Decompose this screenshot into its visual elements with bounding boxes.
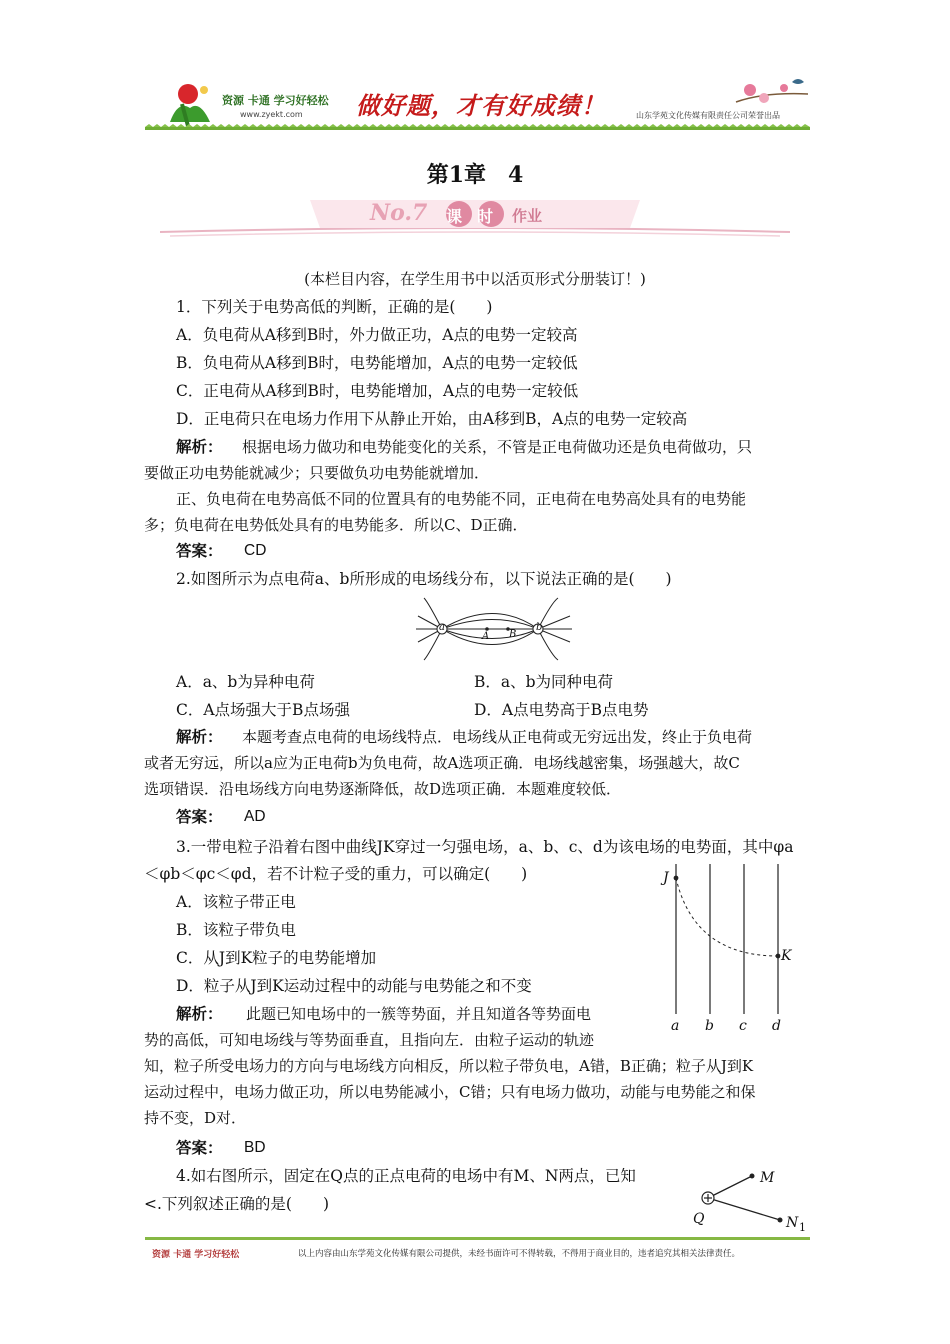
q4-fig-label-M: M — [760, 1170, 775, 1186]
q3-fig-label-K: K — [781, 948, 792, 964]
q3-equipotential-figure — [664, 862, 794, 1022]
q3-fig-label-b: b — [705, 1018, 714, 1034]
q4-fig-label-N: N — [786, 1215, 799, 1231]
footer-copyright: 以上内容由山东学苑文化传媒有限公司提供，未经书面许可不得转载，不得用于商业目的，违者追究其相关法律责任。 — [298, 1249, 741, 1259]
q2-field-lines-figure — [414, 596, 574, 662]
grass-divider — [145, 124, 810, 132]
q3-fig-label-J: J — [663, 870, 669, 886]
q1-stem: 1．下列关于电势高低的判断，正确的是( ) — [176, 298, 493, 316]
q3-stem-2: ＜φb＜φc＜φd，若不计粒子受的重力，可以确定( ) — [144, 865, 528, 883]
q3-analysis-label: 解析： — [176, 1004, 223, 1023]
brand-text: 资源 卡通 学习好轻松 — [222, 94, 329, 107]
q2-analysis-label: 解析： — [176, 727, 223, 746]
q1-analysis-label: 解析： — [176, 437, 223, 456]
q2-analysis-1: 本题考查点电荷的电场线特点．电场线从正电荷或无穷远出发，终止于负电荷 — [242, 728, 753, 746]
q3-answer-label: 答案： — [176, 1138, 223, 1157]
q4-fig-label-Q: Q — [693, 1211, 705, 1227]
q2-fig-label-b: b — [536, 622, 543, 633]
q1-option-d: D．正电荷只在电场力作用下从静止开始，由A移到B，A点的电势一定较高 — [176, 410, 688, 428]
q3-option-c: C．从J到K粒子的电势能增加 — [176, 949, 377, 967]
q4-stem-2: <.下列叙述正确的是( ) — [144, 1195, 330, 1213]
q2-analysis-3: 选项错误．沿电场线方向电势逐渐降低，故D选项正确．本题难度较低． — [144, 780, 622, 798]
q2-option-b: B．a、b为同种电荷 — [474, 673, 614, 691]
q2-option-a: A．a、b为异种电荷 — [176, 673, 315, 691]
q2-option-c: C．A点场强大于B点场强 — [176, 701, 350, 719]
q3-analysis-3: 知，粒子所受电场力的方向与电场线方向相反，所以粒子带负电，A错，B正确；粒子从J到K — [144, 1057, 754, 1075]
q4-fig-label-sub: 1 — [799, 1221, 806, 1234]
q1-analysis-1a: 根据电场力做功和电势能变化的关系，不管是正电荷做功还是负电荷做功，只 — [242, 438, 753, 456]
q2-analysis-2: 或者无穷远，所以a应为正电荷b为负电荷，故A选项正确．电场线越密集，场强越大，故C — [144, 754, 740, 772]
q3-fig-label-a: a — [671, 1018, 680, 1034]
q1-analysis-1b: 要做正功电势能就减少；只要做负功电势能就增加． — [144, 464, 490, 482]
q1-analysis-2b: 多；负电荷在电势低处具有的电势能多．所以C、D正确． — [144, 516, 528, 534]
q2-answer: AD — [244, 808, 266, 825]
q1-option-c: C．正电荷从A移到B时，电势能增加，A点的电势一定较低 — [176, 382, 579, 400]
q1-option-a: A．负电荷从A移到B时，外力做正功，A点的电势一定较高 — [176, 326, 578, 344]
binding-note: (本栏目内容，在学生用书中以活页形式分册装订！) — [304, 270, 646, 288]
flower-bird-icon — [734, 72, 810, 112]
footer-divider — [145, 1237, 810, 1240]
page-title: 第1章 4 — [426, 162, 524, 188]
logo-icon — [160, 78, 220, 130]
q1-option-b: B．负电荷从A移到B时，电势能增加，A点的电势一定较低 — [176, 354, 578, 372]
banner-keshi: 课时 — [446, 207, 509, 226]
header-slogan: 做好题，才有好成绩！ — [356, 91, 606, 120]
q3-option-d: D．粒子从J到K运动过程中的动能与电势能之和不变 — [176, 977, 532, 995]
q4-stem-1: 4.如右图所示，固定在Q点的正点电荷的电场中有M、N两点，已知 — [176, 1167, 636, 1185]
q3-analysis-2: 势的高低，可知电场线与等势面垂直，且指向左．由粒子运动的轨迹 — [144, 1031, 595, 1049]
q2-fig-label-A: A — [482, 631, 490, 642]
q3-fig-label-d: d — [772, 1018, 781, 1034]
q3-answer: BD — [244, 1139, 266, 1156]
footer-brand: 资源 卡通 学习好轻松 — [152, 1250, 240, 1260]
q1-analysis-2a: 正、负电荷在电势高低不同的位置具有的电势能不同，正电荷在电势高处具有的电势能 — [176, 490, 747, 508]
q3-stem-1: 3.一带电粒子沿着右图中曲线JK穿过一匀强电场，a、b、c、d为该电场的电势面，其中φa — [176, 838, 794, 856]
q3-fig-label-c: c — [739, 1018, 747, 1034]
q2-fig-label-a: a — [439, 622, 445, 633]
q3-analysis-5: 持不变，D对． — [144, 1109, 247, 1127]
banner-zuoye: 作业 — [512, 207, 543, 225]
q2-option-d: D．A点电势高于B点电势 — [474, 701, 649, 719]
q2-answer-label: 答案： — [176, 807, 223, 826]
q3-option-b: B．该粒子带负电 — [176, 921, 296, 939]
q3-analysis-1: 此题已知电场中的一簇等势面，并且知道各等势面电 — [246, 1005, 592, 1023]
banner-number: No.7 — [370, 200, 428, 226]
site-url[interactable]: www.zyekt.com — [240, 110, 303, 119]
q1-answer: CD — [244, 542, 267, 559]
q2-stem: 2.如图所示为点电荷a、b所形成的电场线分布，以下说法正确的是( ) — [176, 570, 672, 588]
q1-answer-label: 答案： — [176, 541, 223, 560]
q2-fig-label-B: B — [509, 629, 517, 640]
publisher-text: 山东学苑文化传媒有限责任公司荣誉出品 — [636, 111, 780, 120]
q3-analysis-4: 运动过程中，电场力做正功，所以电势能减小，C错；只有电场力做功，动能与电势能之和保 — [144, 1083, 756, 1101]
q3-option-a: A．该粒子带正电 — [176, 893, 296, 911]
q4-charge-figure — [696, 1166, 792, 1226]
